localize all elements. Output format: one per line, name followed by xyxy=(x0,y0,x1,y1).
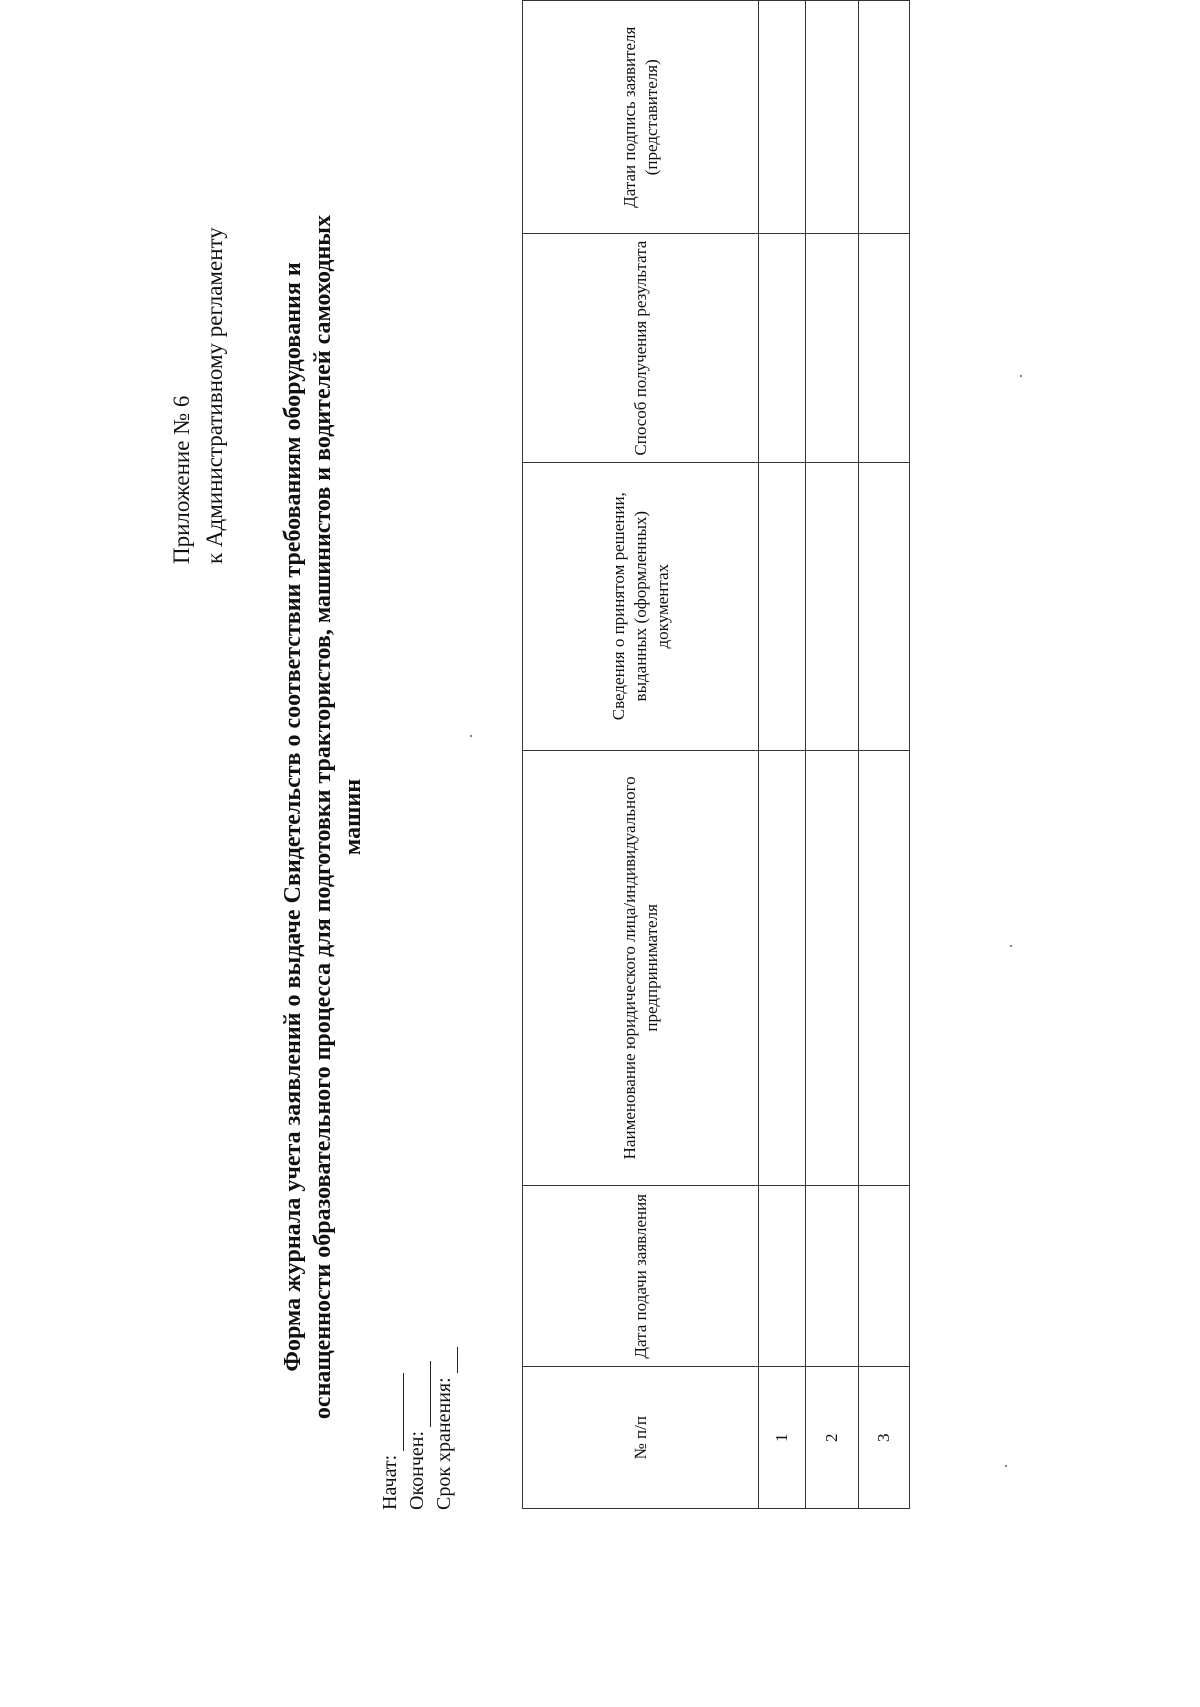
header-applicant-name: Наименование юридического лица/индивидуального предпринимателя xyxy=(523,750,759,1186)
table-cell xyxy=(806,750,859,1186)
scan-speck xyxy=(1020,375,1022,377)
table-cell xyxy=(859,750,910,1186)
table-cell xyxy=(806,1,859,234)
row-number-cell: 2 xyxy=(806,1367,859,1509)
started-row xyxy=(377,1347,404,1510)
header-result-method: Способ получения результата xyxy=(523,234,759,462)
ended-row xyxy=(404,1347,431,1510)
form-title xyxy=(278,107,368,1527)
table-row xyxy=(859,1,910,1509)
scan-speck xyxy=(470,735,472,737)
header-decision-info: Сведения о принятом решении, выданных (оформленных) документах xyxy=(523,462,759,750)
table-cell xyxy=(859,1186,910,1367)
started-blank-line xyxy=(385,1373,404,1451)
header-application-date: Дата подачи заявления xyxy=(523,1186,759,1367)
started-label: Начат: xyxy=(379,1454,401,1510)
form-title-line: оснащенности образовательного процесса для подготовки трактористов, машинистов и водителей самоходных xyxy=(310,214,336,1420)
retention-label: Срок хранения: xyxy=(433,1377,455,1510)
scan-speck xyxy=(1005,1465,1007,1467)
retention-row xyxy=(431,1347,458,1510)
row-number-cell: 3 xyxy=(859,1367,910,1509)
table-cell xyxy=(759,234,806,462)
appendix-reference: к Административному регламенту xyxy=(202,227,227,564)
table-cell xyxy=(759,1186,806,1367)
appendix-note xyxy=(165,144,231,564)
table-cell xyxy=(859,234,910,462)
table-row xyxy=(759,1,806,1509)
table-cell xyxy=(759,1,806,234)
header-date-signature: Датаи подпись заявителя (представителя) xyxy=(523,1,759,234)
journal-table xyxy=(522,0,910,1509)
table-cell xyxy=(759,462,806,750)
ended-blank-line xyxy=(412,1361,431,1427)
row-number-cell: 1 xyxy=(759,1367,806,1509)
table-cell xyxy=(806,462,859,750)
table-cell xyxy=(859,462,910,750)
table-row xyxy=(806,1,859,1509)
form-title-line: машин xyxy=(340,778,366,856)
scan-speck xyxy=(1010,945,1012,947)
retention-blank-line xyxy=(439,1347,458,1373)
table-cell xyxy=(806,1186,859,1367)
table-cell xyxy=(759,750,806,1186)
form-title-line: Форма журнала учета заявлений о выдаче Свидетельств о соответствии требованиям оборудования и xyxy=(280,262,306,1372)
table-cell xyxy=(806,234,859,462)
table-cell xyxy=(859,1,910,234)
journal-meta xyxy=(377,1347,458,1510)
table-header-row xyxy=(523,1,759,1509)
header-row-number: № п/п xyxy=(523,1367,759,1509)
ended-label: Окончен: xyxy=(406,1430,428,1510)
appendix-number: Приложение № 6 xyxy=(169,395,194,564)
